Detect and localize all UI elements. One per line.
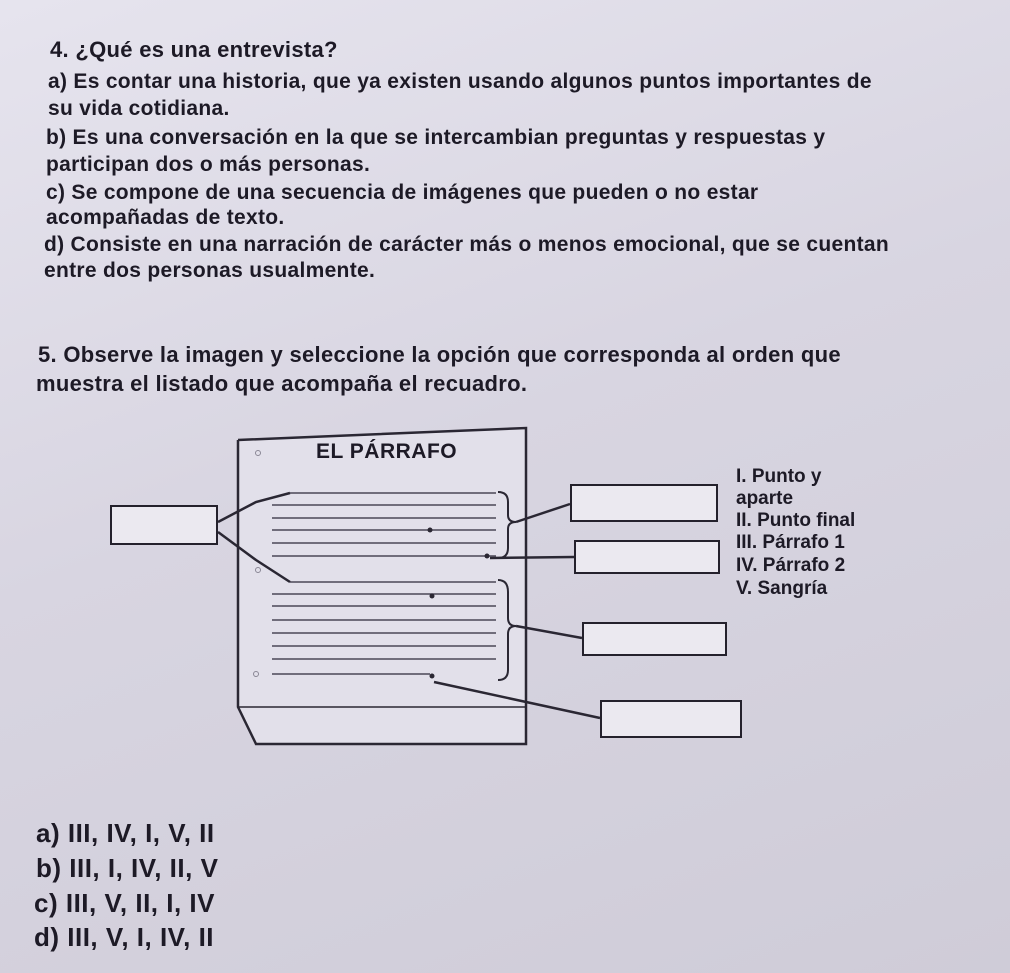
question-4-option-b-line-1: b) Es una conversación en la que se intercambian preguntas y respuestas y [46, 126, 826, 149]
answer-box-indent[interactable] [110, 505, 218, 545]
question-4-option-d-line-2: entre dos personas usualmente. [44, 259, 376, 282]
question-4-option-a-line-2: su vida cotidiana. [48, 97, 230, 120]
legend-item-5: V. Sangría [736, 578, 828, 599]
question-4-title: 4. ¿Qué es una entrevista? [50, 37, 338, 62]
legend-item-1-line-2: aparte [736, 488, 794, 509]
question-4-option-c-line-1: c) Se compone de una secuencia de imágenes que pueden o no estar [46, 181, 759, 204]
answer-box-paragraph-2[interactable] [582, 622, 727, 656]
legend-item-1-line-1: I. Punto y [736, 466, 822, 487]
answer-box-paragraph-1[interactable] [570, 484, 718, 522]
answer-option-b[interactable]: b) III, I, IV, II, V [36, 853, 219, 883]
legend-item-3: III. Párrafo 1 [736, 532, 845, 553]
question-5-line-2: muestra el listado que acompaña el recuadro. [36, 371, 528, 396]
legend-item-4: IV. Párrafo 2 [736, 555, 846, 576]
answer-box-period-new-paragraph[interactable] [574, 540, 720, 574]
answer-option-a[interactable]: a) III, IV, I, V, II [36, 818, 215, 848]
diagram-title: EL PÁRRAFO [316, 440, 458, 463]
question-4-option-d-line-1: d) Consiste en una narración de carácter más o menos emocional, que se cuentan [44, 233, 889, 256]
question-4-option-b-line-2: participan dos o más personas. [46, 153, 371, 176]
answer-option-d[interactable]: d) III, V, I, IV, II [34, 922, 215, 952]
answer-box-final-period[interactable] [600, 700, 742, 738]
paragraph-page-outline [238, 428, 526, 744]
legend-item-2: II. Punto final [736, 510, 856, 531]
question-4-option-a-line-1: a) Es contar una historia, que ya existen usando algunos puntos importantes de [48, 70, 872, 93]
question-4-option-c-line-2: acompañadas de texto. [46, 206, 285, 229]
question-5-line-1: 5. Observe la imagen y seleccione la opción que corresponda al orden que [38, 342, 841, 367]
answer-option-c[interactable]: c) III, V, II, I, IV [34, 888, 215, 918]
